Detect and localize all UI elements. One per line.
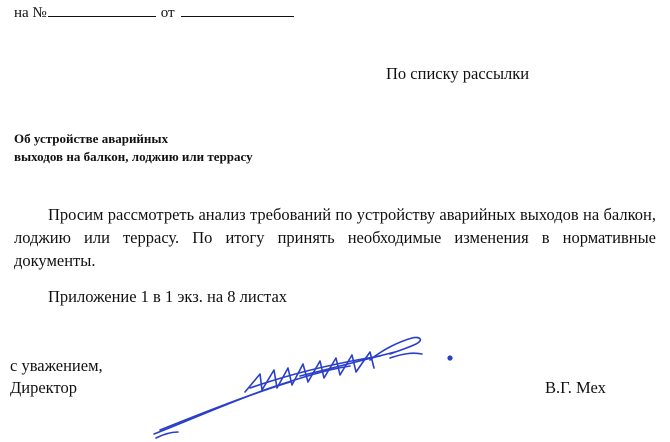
reference-line (14, 2, 294, 23)
date-blank (181, 2, 294, 17)
letter-body (14, 203, 656, 272)
closing-regards: с уважением, (10, 356, 103, 375)
date-prefix: от (160, 5, 175, 21)
letter-subject (14, 130, 253, 166)
subject-line-2: выходов на балкон, лоджию или террасу (14, 149, 253, 164)
handwritten-signature (150, 330, 470, 440)
attachment-note: Приложение 1 в 1 экз. на 8 листах (48, 287, 288, 306)
body-paragraph: Просим рассмотреть анализ требований по устройству аварийных выходов на балкон, лоджию или террасу. По итогу принять необходимые изменения в нормативные документы. (14, 205, 656, 270)
number-prefix: на № (14, 5, 47, 21)
signer-position: Директор (10, 378, 77, 397)
signer-name: В.Г. Мех (545, 378, 606, 397)
number-blank (48, 2, 156, 17)
subject-line-1: Об устройстве аварийных (14, 131, 169, 146)
addressee: По списку рассылки (386, 64, 530, 83)
